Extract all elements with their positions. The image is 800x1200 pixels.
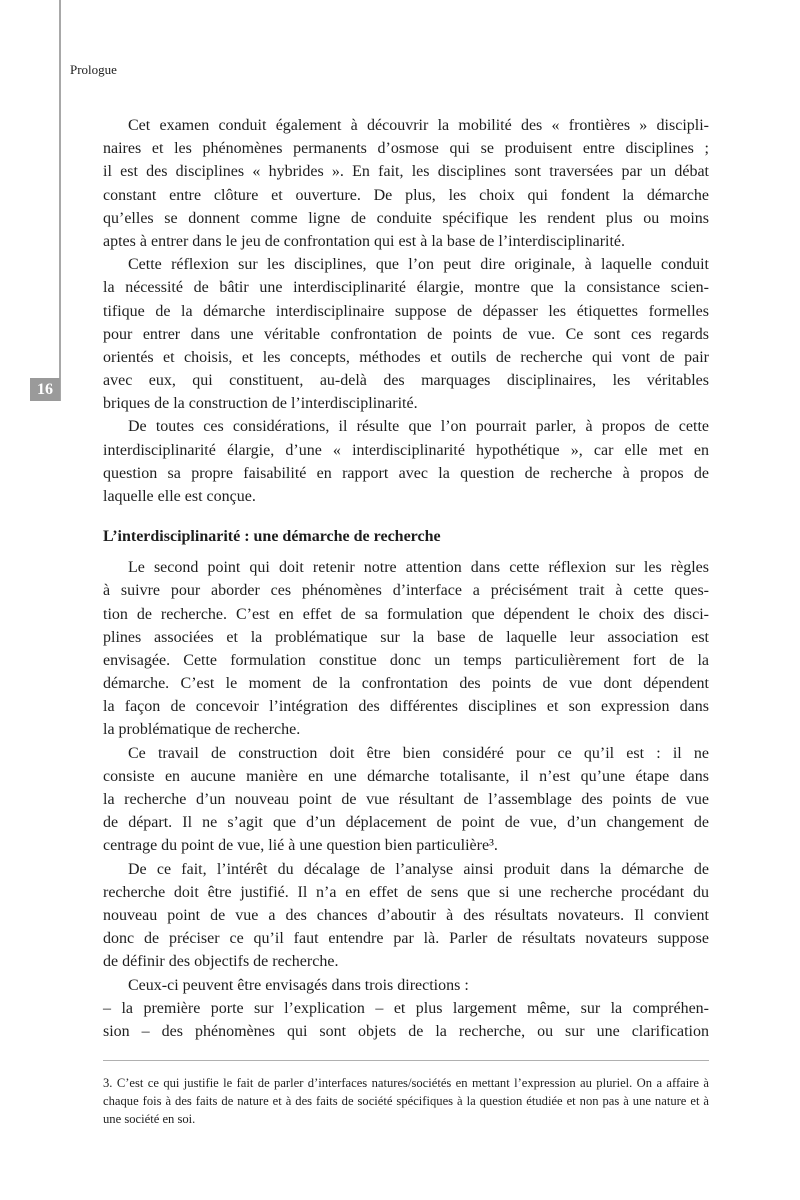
margin-rule bbox=[59, 0, 61, 401]
text-line: – la première porte sur l’explication – et plus largement même, sur la compréhen- bbox=[103, 999, 709, 1017]
text-line: Cet examen conduit également à découvrir la mobilité des « frontières » discipli- bbox=[128, 117, 709, 134]
text-line: briques de la construction de l’interdisciplinarité. bbox=[103, 395, 418, 413]
text-line: démarche. C’est le moment de la confrontation des points de vue dont dépendent bbox=[103, 675, 709, 693]
text-line: Le second point qui doit retenir notre attention dans cette réflexion sur les règles bbox=[128, 559, 709, 577]
text-line: envisagée. Cette formulation constitue donc un temps particulièrement fort de la bbox=[103, 651, 709, 669]
text-line: recherche doit être justifié. Il n’a en effet de sens que si une recherche procédant du bbox=[103, 883, 709, 901]
paragraphs-before-heading bbox=[103, 114, 709, 508]
text-line: consiste en aucune manière en une démarche totalisante, il n’est qu’une étape dans bbox=[103, 767, 709, 785]
text-line: De ce fait, l’intérêt du décalage de l’analyse ainsi produit dans la démarche de bbox=[128, 860, 709, 878]
text-line: constant entre clôture et ouverture. De plus, les choix qui fondent la démarche bbox=[103, 186, 709, 204]
text-line: orientés et choisis, et les concepts, méthodes et outils de recherche qui vont de pair bbox=[103, 348, 709, 366]
text-line: pour entrer dans une véritable confrontation de points de vue. Ce sont ces regards bbox=[103, 325, 709, 343]
section-heading: L’interdisciplinarité : une démarche de recherche bbox=[103, 527, 441, 545]
text-line: qu’elles se donnent comme ligne de conduite spécifique les rendent plus ou moins bbox=[103, 209, 709, 227]
paragraph bbox=[103, 556, 709, 742]
text-line: De toutes ces considérations, il résulte que l’on pourrait parler, à propos de cette bbox=[128, 418, 709, 436]
footnote-rule bbox=[103, 1060, 709, 1061]
paragraph bbox=[103, 997, 709, 1043]
text-line: donc de préciser ce qu’il faut entendre par là. Parler de résultats novateurs suppose bbox=[103, 930, 709, 948]
paragraph bbox=[103, 858, 709, 974]
paragraph bbox=[103, 114, 709, 253]
paragraph bbox=[103, 742, 709, 858]
text-line: la recherche d’un nouveau point de vue résultant de l’assemblage des points de vue bbox=[103, 791, 709, 809]
text-line: naires et les phénomènes permanents d’osmose qui se produisent entre disciplines ; bbox=[103, 140, 709, 158]
paragraph bbox=[103, 253, 709, 415]
text-line: Ce travail de construction doit être bien considéré pour ce qu’il est : il ne bbox=[128, 744, 709, 762]
text-line: Ceux-ci peuvent être envisagés dans trois directions : bbox=[128, 976, 469, 994]
text-line: la façon de concevoir l’intégration des différentes disciplines et son expression dans bbox=[103, 698, 709, 716]
paragraph bbox=[103, 415, 709, 508]
text-line: à suivre pour aborder ces phénomènes d’interface a précisément trait à cette ques- bbox=[103, 582, 709, 600]
text-line: de définir des objectifs de recherche. bbox=[103, 953, 339, 971]
text-line: nouveau point de vue a des chances d’aboutir à des résultats novateurs. Il convient bbox=[103, 906, 709, 924]
text-line: tion de recherche. C’est en effet de sa formulation que dépendent le choix des disci- bbox=[103, 605, 709, 623]
footnote: 3. C’est ce qui justifie le fait de parler d’interfaces natures/sociétés en mettant l’expression au pluriel. On a affaire à chaque fois à des faits de nature et à des faits de société spécifiques à la question étudiée et non pas à une nature et à une société en soi. bbox=[103, 1076, 709, 1126]
text-line: avec eux, qui constituent, au-delà des marquages disciplinaires, les véritables bbox=[103, 372, 709, 390]
text-line: interdisciplinarité élargie, d’une « interdisciplinarité hypothétique », car elle met en bbox=[103, 441, 709, 459]
text-line: centrage du point de vue, lié à une question bien particulière³. bbox=[103, 837, 498, 855]
page-number: 16 bbox=[30, 378, 60, 401]
text-line: de départ. Il ne s’agit que d’un déplacement de point de vue, d’un changement de bbox=[103, 814, 709, 832]
running-head: Prologue bbox=[70, 62, 117, 77]
text-line: plines associées et la problématique sur la base de laquelle leur association est bbox=[103, 628, 709, 646]
body-text bbox=[103, 114, 709, 1043]
text-line: sion – des phénomènes qui sont objets de la recherche, ou sur une clarification bbox=[103, 1022, 709, 1040]
paragraphs-after-heading bbox=[103, 556, 709, 1043]
text-line: la problématique de recherche. bbox=[103, 721, 301, 739]
text-line: question sa propre faisabilité en rapport avec la question de recherche à propos de bbox=[103, 464, 709, 482]
text-line: il est des disciplines « hybrides ». En fait, les disciplines sont traversées par un débat bbox=[103, 163, 709, 181]
text-line: la nécessité de bâtir une interdisciplinarité élargie, montre que la consistance scien- bbox=[103, 279, 709, 297]
text-line: laquelle elle est conçue. bbox=[103, 488, 256, 505]
paragraph bbox=[103, 974, 709, 997]
text-line: aptes à entrer dans le jeu de confrontation qui est à la base de l’interdisciplinarité. bbox=[103, 232, 626, 250]
text-line: tifique de la démarche interdisciplinaire suppose de dépasser les étiquettes formelles bbox=[103, 302, 709, 320]
text-line: Cette réflexion sur les disciplines, que l’on peut dire originale, à laquelle conduit bbox=[128, 256, 709, 274]
